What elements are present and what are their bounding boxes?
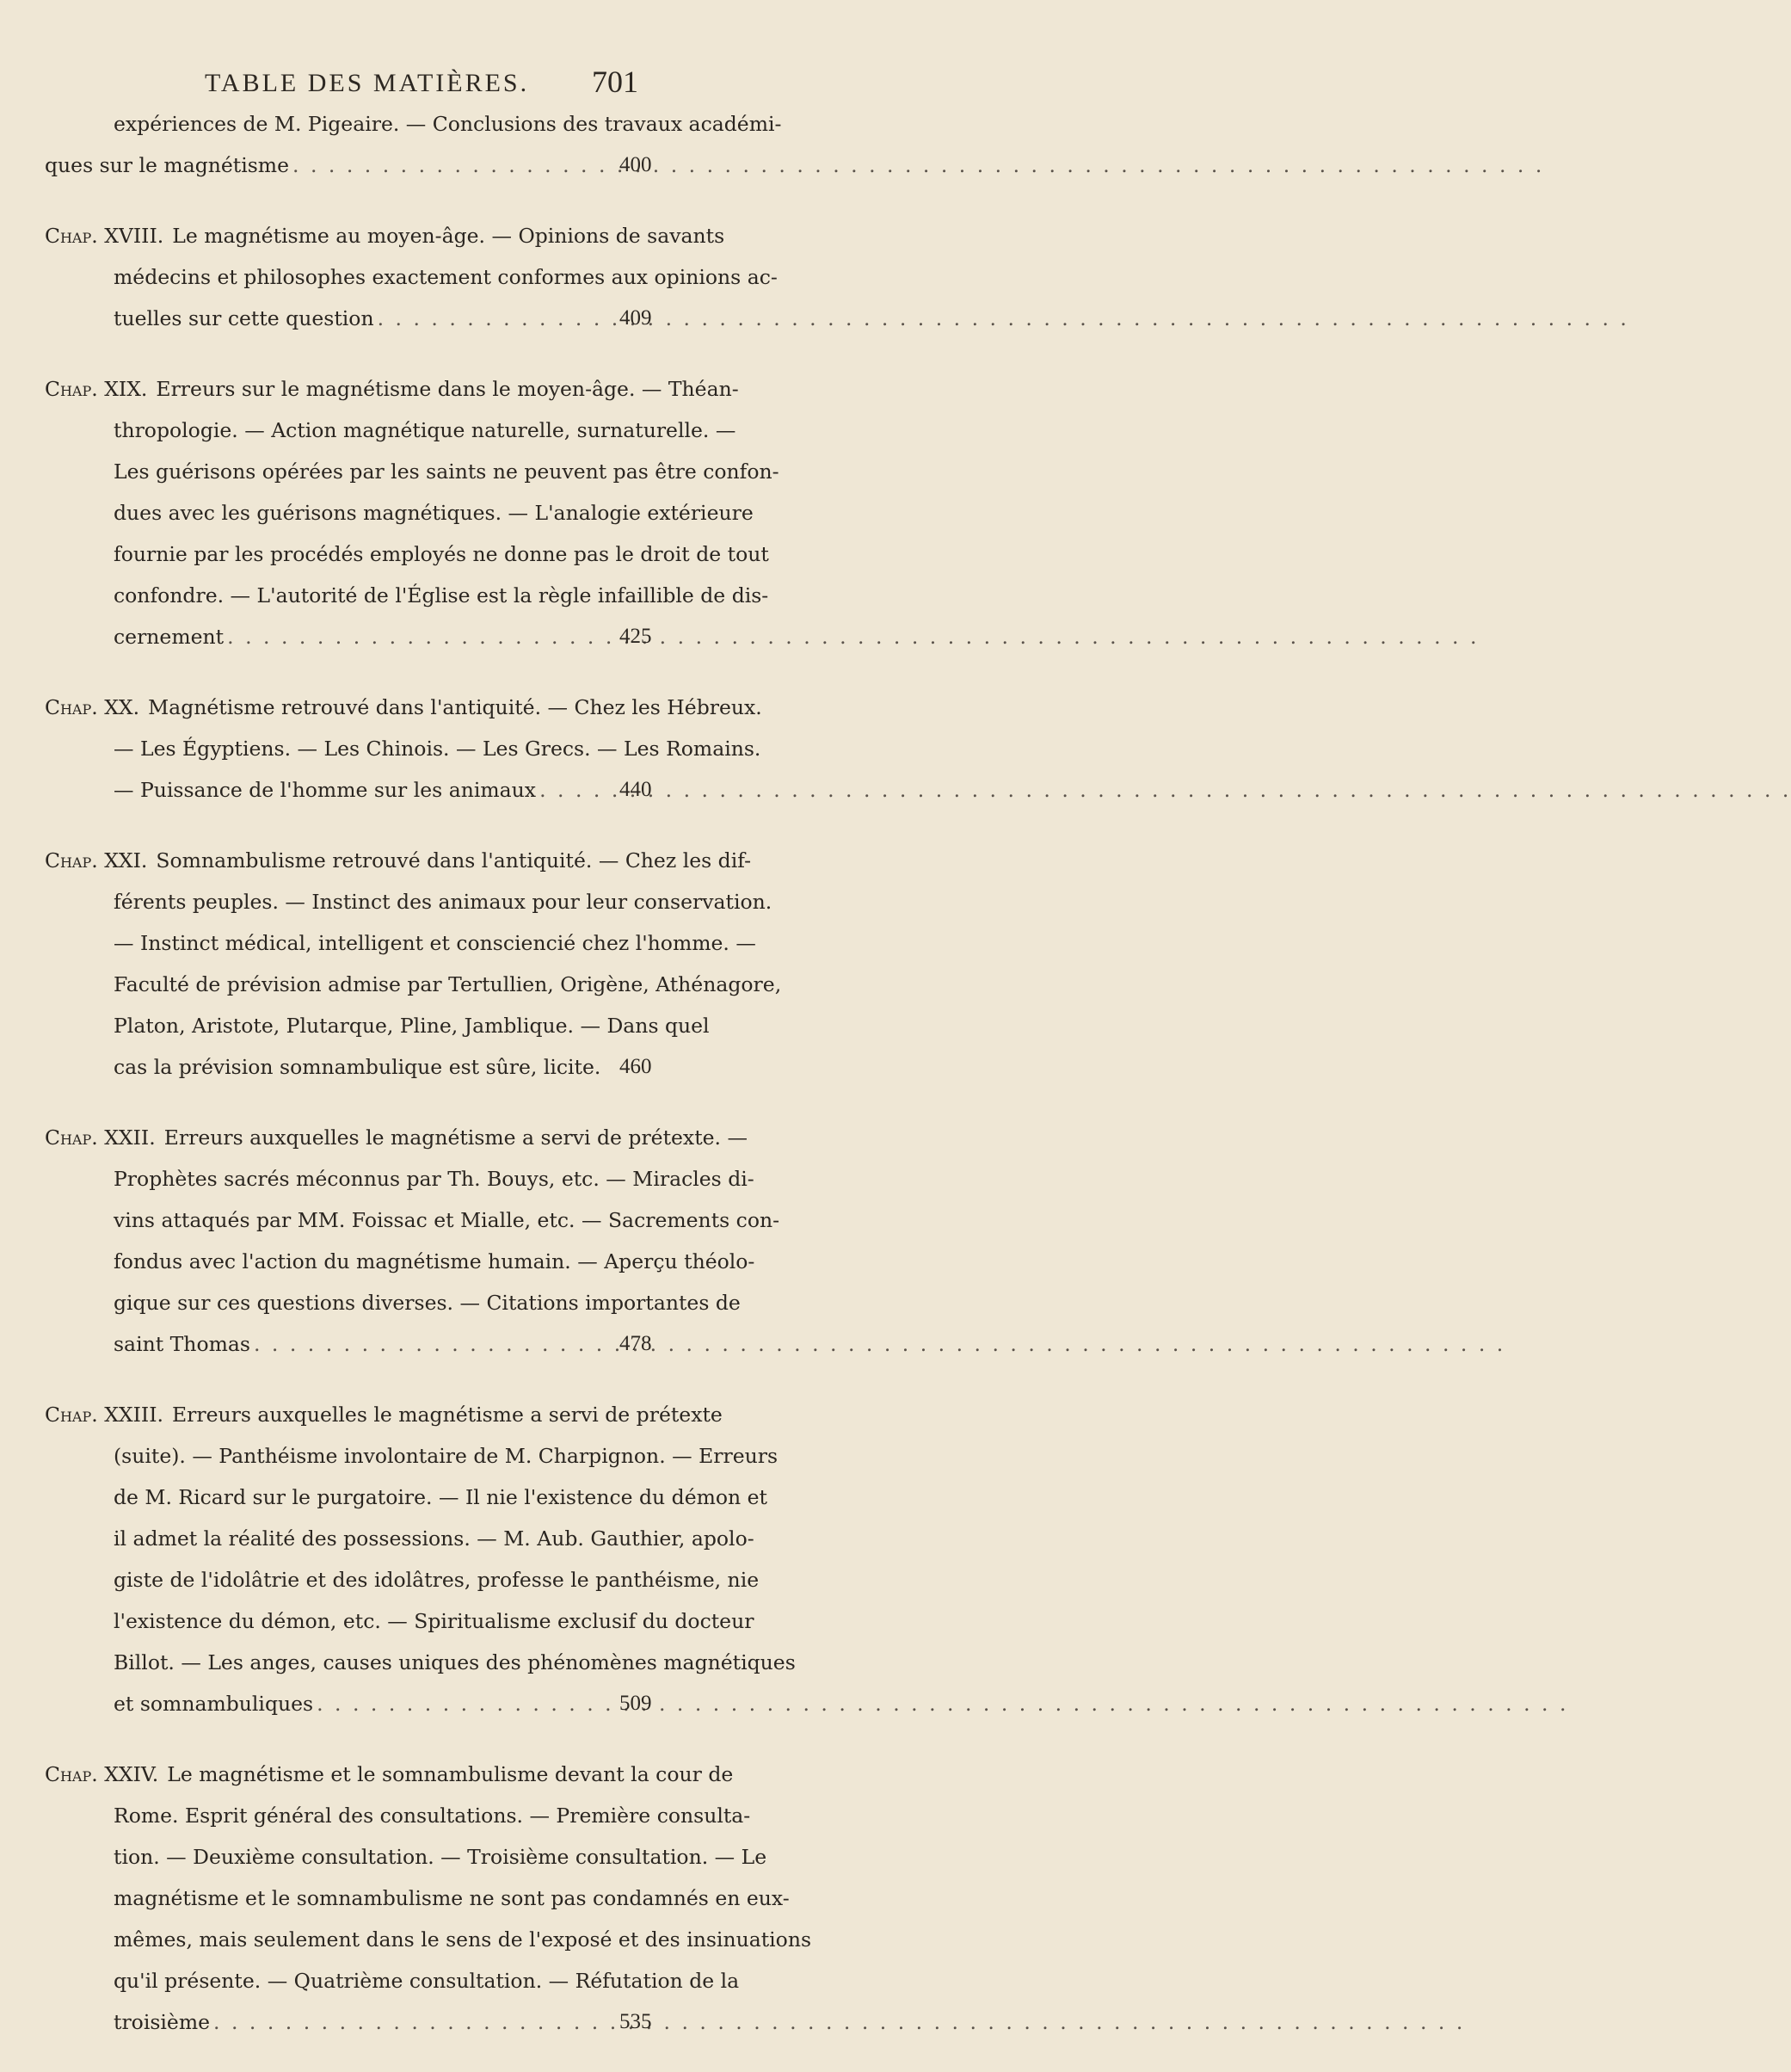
- dot-leader: [317, 1683, 1568, 1724]
- chapter-label: Chap. XVIII.: [45, 224, 164, 248]
- toc-text: fournie par les procédés employés ne donne pas le droit de tout: [114, 542, 769, 566]
- toc-text: Erreurs auxquelles le magnétisme a servi de prétexte. —: [163, 1125, 748, 1150]
- page-header: [0, 60, 688, 103]
- toc-line: [45, 1241, 755, 1282]
- toc-page-number: 478: [619, 1332, 652, 1355]
- toc-text: magnétisme et le somnambulisme ne sont pas condamnés en eux-: [114, 1886, 790, 1910]
- toc-text: Erreurs sur le magnétisme dans le moyen-âge. — Théan-: [156, 377, 739, 401]
- toc-entry: [45, 1117, 780, 1365]
- toc-text: Billot. — Les anges, causes uniques des phénomènes magnétiques: [114, 1650, 796, 1674]
- toc-line: [45, 1199, 780, 1241]
- dot-leader: [227, 616, 1479, 657]
- toc-line: [45, 1477, 767, 1518]
- toc-text: tuelles sur cette question: [114, 306, 374, 330]
- toc-text: de M. Ricard sur le purgatoire. — Il nie l'existence du démon et: [114, 1485, 767, 1509]
- toc-text: médecins et philosophes exactement conformes aux opinions ac-: [114, 265, 778, 289]
- toc-line: [45, 1282, 741, 1323]
- toc-text: Somnambulisme retrouvé dans l'antiquité. — Chez les dif-: [156, 848, 752, 873]
- toc-text: vins attaqués par MM. Foissac et Mialle, etc. — Sacrements con-: [114, 1208, 780, 1232]
- toc-line: [45, 1960, 740, 2001]
- toc-text: Erreurs auxquelles le magnétisme a servi de prétexte: [171, 1403, 723, 1427]
- toc-line: [45, 1117, 748, 1158]
- toc-text: — Les Égyptiens. — Les Chinois. — Les Grecs. — Les Romains.: [114, 737, 761, 761]
- toc-text: Magnétisme retrouvé dans l'antiquité. — Chez les Hébreux.: [148, 695, 762, 719]
- toc-line: [45, 687, 762, 728]
- toc-text: qu'il présente. — Quatrième consultation. — Réfutation de la: [114, 1969, 740, 1993]
- toc-text: ques sur le magnétisme: [45, 153, 289, 177]
- toc-text: Les guérisons opérées par les saints ne peuvent pas être confon-: [114, 459, 779, 484]
- dot-leader: [292, 145, 1544, 186]
- toc-entry: [45, 368, 779, 657]
- toc-line: [45, 1005, 710, 1046]
- toc-line: [45, 368, 739, 410]
- toc-text: dues avec les guérisons magnétiques. — L'analogie extérieure: [114, 501, 754, 525]
- toc-line: [45, 1795, 751, 1836]
- toc-line: [45, 881, 772, 922]
- toc-line: [45, 575, 769, 616]
- toc-text: troisième: [114, 2010, 211, 2034]
- page-number: 701: [592, 65, 638, 99]
- toc-entry: [45, 1754, 812, 2043]
- table-of-contents: [45, 103, 812, 2072]
- dot-leader: [213, 2001, 1465, 2043]
- toc-line: [45, 1323, 604, 1365]
- toc-entry: [45, 840, 782, 1088]
- toc-line: [45, 451, 779, 492]
- toc-line: [45, 840, 752, 881]
- toc-page-number: 509: [619, 1692, 652, 1715]
- toc-line: [45, 1836, 767, 1878]
- toc-text: Le magnétisme et le somnambulisme devant la cour de: [167, 1762, 734, 1786]
- toc-line: [45, 410, 736, 451]
- toc-text: mêmes, mais seulement dans le sens de l'exposé et des insinuations: [114, 1927, 812, 1952]
- toc-line: [45, 1394, 723, 1435]
- toc-line: [45, 769, 604, 811]
- chapter-label: Chap. XXI.: [45, 848, 148, 873]
- toc-line: [45, 1754, 734, 1795]
- toc-line: [45, 922, 756, 964]
- toc-text: fondus avec l'action du magnétisme humain. — Aperçu théolo-: [114, 1249, 755, 1273]
- toc-text: Rome. Esprit général des consultations. — Première consulta-: [114, 1804, 751, 1828]
- toc-line: [45, 1919, 812, 1960]
- toc-line: [45, 2001, 604, 2043]
- toc-line: [45, 728, 761, 769]
- toc-page-number: 400: [619, 153, 652, 176]
- toc-line: [45, 1683, 604, 1724]
- toc-text: férents peuples. — Instinct des animaux pour leur conservation.: [114, 890, 772, 914]
- toc-entry: [45, 215, 778, 339]
- toc-text: Faculté de prévision admise par Tertullien, Origène, Athénagore,: [114, 972, 782, 996]
- toc-entry: [45, 687, 762, 811]
- toc-page-number: 440: [619, 778, 652, 801]
- toc-line: [45, 1518, 754, 1559]
- toc-text: il admet la réalité des possessions. — M. Aub. Gauthier, apolo-: [114, 1526, 754, 1551]
- toc-text: saint Thomas: [114, 1332, 250, 1356]
- toc-text: Prophètes sacrés méconnus par Th. Bouys, etc. — Miracles di-: [114, 1167, 754, 1191]
- chapter-label: Chap. XX.: [45, 695, 140, 719]
- toc-line: [45, 1878, 790, 1919]
- toc-text: et somnambuliques: [114, 1692, 314, 1716]
- dot-leader: [378, 298, 1629, 339]
- toc-text: expériences de M. Pigeaire. — Conclusions des travaux académi-: [114, 112, 782, 136]
- toc-line: [45, 298, 604, 339]
- chapter-label: Chap. XIX.: [45, 377, 148, 401]
- toc-page-number: 409: [619, 306, 652, 330]
- dot-leader: [539, 769, 1791, 811]
- toc-entry: [45, 1394, 796, 1724]
- toc-text: Platon, Aristote, Plutarque, Pline, Jamblique. — Dans quel: [114, 1014, 710, 1038]
- toc-page-number: 535: [619, 2010, 652, 2033]
- toc-line: [45, 1435, 779, 1477]
- toc-text: thropologie. — Action magnétique naturelle, surnaturelle. —: [114, 418, 736, 442]
- toc-line: [45, 964, 782, 1005]
- toc-text: l'existence du démon, etc. — Spiritualisme exclusif du docteur: [114, 1609, 754, 1633]
- toc-line: [45, 145, 604, 186]
- toc-line: [45, 1600, 754, 1642]
- toc-text: confondre. — L'autorité de l'Église est la règle infaillible de dis-: [114, 583, 769, 607]
- toc-line: [45, 1559, 760, 1600]
- toc-text: — Puissance de l'homme sur les animaux: [114, 778, 537, 802]
- chapter-label: Chap. XXII.: [45, 1125, 156, 1150]
- toc-text: (suite). — Panthéisme involontaire de M. Charpignon. — Erreurs: [114, 1444, 779, 1468]
- toc-entry: [45, 103, 782, 186]
- toc-text: cernement: [114, 625, 225, 649]
- toc-line: [45, 215, 725, 256]
- toc-page-number: 425: [619, 625, 652, 648]
- toc-line: [45, 1158, 754, 1199]
- chapter-label: Chap. XXIV.: [45, 1762, 159, 1786]
- running-title: TABLE DES MATIÈRES.: [205, 69, 530, 97]
- toc-line: [45, 256, 778, 298]
- book-page: [0, 0, 812, 2034]
- toc-line: [45, 1642, 796, 1683]
- toc-text: giste de l'idolâtrie et des idolâtres, professe le panthéisme, nie: [114, 1568, 760, 1592]
- toc-page-number: 460: [619, 1055, 652, 1078]
- chapter-label: Chap. XXIII.: [45, 1403, 163, 1427]
- dot-leader: [254, 1323, 1505, 1365]
- toc-text: tion. — Deuxième consultation. — Troisième consultation. — Le: [114, 1845, 767, 1869]
- toc-text: — Instinct médical, intelligent et consciencié chez l'homme. —: [114, 931, 756, 955]
- toc-text: Le magnétisme au moyen-âge. — Opinions de savants: [172, 224, 725, 248]
- toc-text: cas la prévision somnambulique est sûre, licite.: [114, 1055, 601, 1079]
- toc-text: gique sur ces questions diverses. — Citations importantes de: [114, 1291, 741, 1315]
- toc-line: [45, 1046, 604, 1088]
- toc-line: [45, 616, 604, 657]
- toc-line: [45, 492, 754, 533]
- toc-line: [45, 103, 782, 145]
- toc-line: [45, 533, 769, 575]
